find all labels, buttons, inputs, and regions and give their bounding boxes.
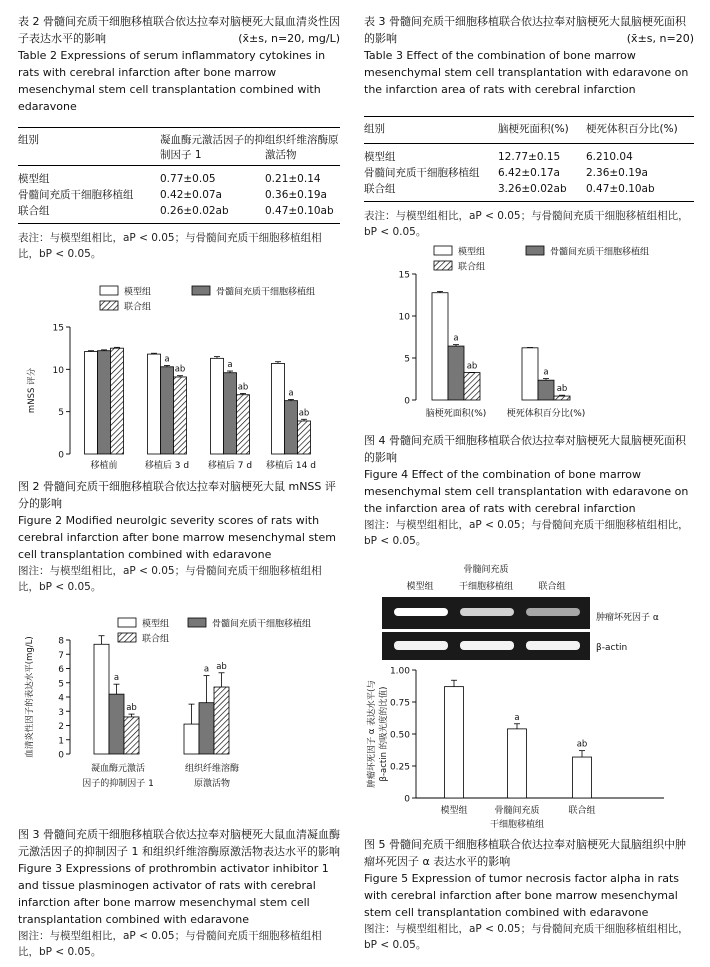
table-cell: 0.47±0.10ab (265, 205, 334, 217)
fig5-tick-label: 0.75 (389, 698, 410, 709)
fig5-blot-label-bmsc-2: 干细胞移植组 (458, 582, 514, 592)
fig2-plot (26, 324, 316, 471)
fig2-category-label: 移植后 3 d (144, 461, 190, 470)
fig3-legend-swatch-0 (118, 618, 136, 627)
fig2-legend-swatch-2 (100, 301, 118, 310)
fig5-cap-cn: 图 5 骨髓间充质干细胞移植联合依达拉奉对脑梗死大鼠脑组织中肿瘤坏死因子 α 表达水平的影响 (364, 838, 686, 868)
fig2-category-label: 移植前 (90, 461, 118, 470)
fig3-legend-label-1: 骨髓间充质干细胞移植组 (212, 619, 312, 630)
fig4-chart (364, 240, 694, 428)
fig3-category-label-2b: 原激活物 (193, 779, 231, 789)
fig4-legend-swatch-2 (434, 261, 452, 270)
fig4-sig-mark: a (543, 367, 549, 378)
fig5-western-blot (382, 563, 659, 660)
fig4-legend-label-1: 骨髓间充质干细胞移植组 (550, 247, 650, 258)
fig3-bar (199, 703, 214, 754)
fig3-legend-label-2: 联合组 (142, 634, 170, 645)
fig3-sig-mark: a (203, 664, 210, 675)
fig2-legend (100, 286, 315, 313)
fig3-legend-swatch-2 (118, 633, 136, 642)
fig4-tick-label: 5 (404, 354, 410, 365)
fig5-tick-label: 0.25 (389, 762, 410, 773)
fig5-band-tnf (526, 608, 580, 616)
table-cell: 骨髓间充质干细胞移植组 (364, 167, 480, 179)
fig5-band-label-tnf: 肿瘤坏死因子 α (596, 613, 659, 623)
fig4-legend-label-0: 模型组 (458, 247, 486, 258)
fig3-bar (94, 644, 109, 754)
fig3-bar (214, 687, 229, 754)
fig3-category-label-1a: 凝血酶元激活 (90, 764, 146, 774)
fig2-category-label: 移植后 14 d (266, 461, 316, 470)
table3-note: 表注：与模型组相比，aP < 0.05；与骨髓间充质干细胞移植组相比，bP < 0.05。 (364, 210, 689, 238)
fig5-category-label: 骨髓间充质 (494, 806, 540, 816)
fig3-tick-label: 8 (58, 636, 64, 647)
fig4-legend (434, 246, 649, 273)
fig2-bar (211, 358, 224, 454)
table3-caption (364, 13, 694, 98)
table3-header-area: 脑梗死面积(%) (498, 123, 569, 135)
fig2-bar (148, 354, 161, 454)
table-cell: 0.36±0.19a (265, 189, 327, 201)
table-cell: 模型组 (18, 173, 50, 185)
fig2-sig-mark: ab (298, 408, 310, 419)
fig2-tick-label: 5 (58, 408, 64, 419)
fig2-legend-label-2: 联合组 (124, 302, 152, 313)
fig3-legend-swatch-1 (188, 618, 206, 627)
fig5-blot-label-combo: 联合组 (538, 582, 566, 592)
fig2-bar (272, 363, 285, 454)
fig2-bar (237, 395, 250, 454)
fig4-legend-label-2: 联合组 (458, 262, 486, 273)
fig5-tick-label: 1.00 (389, 666, 410, 677)
fig5-ylabel-1: 肿瘤坏死因子 α 表达水平(与 (367, 680, 377, 788)
fig2-cap-en: Figure 2 Modified neurolgic severity scores of rats with cerebral infarction after bone marrow mesenchymal stem cell transplantation combined with edaravone (18, 514, 336, 561)
fig3-category-label-1b: 因子的抑制因子 1 (82, 779, 154, 789)
table3-header-volume: 梗死体积百分比(%) (586, 123, 678, 135)
fig2-ylabel: mNSS 评分 (27, 367, 37, 414)
fig2-bar (224, 373, 237, 454)
fig4-cap-en: Figure 4 Effect of the combination of bone marrow mesenchymal stem cell transplantation with edaravone on the infarction area of rats with cerebral infarction (364, 468, 689, 515)
table-cell: 骨髓间充质干细胞移植组 (18, 189, 134, 201)
table3 (364, 116, 694, 240)
fig3-tick-label: 0 (58, 750, 64, 761)
fig2-tick-label: 10 (52, 365, 64, 376)
fig5-cap-en: Figure 5 Expression of tumor necrosis factor alpha in rats with cerebral infarction after bone marrow mesenchymal stem cell transplantation combined with edaravone (364, 872, 679, 919)
fig2-sig-mark: a (288, 388, 294, 399)
table3-title-en: Table 3 Effect of the combination of bone marrow mesenchymal stem cell transplantation with edaravone on the infarction area of rats with cerebral infarction (364, 49, 689, 96)
fig5-tick-label: 0.50 (389, 730, 410, 741)
fig4-plot (399, 271, 586, 420)
table2-header-pai1: 凝血酶元激活因子的抑制因子 1 (160, 134, 265, 161)
fig2-bar (285, 401, 298, 454)
fig5-sig-mark: ab (576, 739, 588, 750)
fig2-sig-mark: ab (237, 382, 249, 393)
fig3-cap-en: Figure 3 Expressions of prothrombin activator inhibitor 1 and tissue plasminogen activator of rats with cerebral infarction after bone marrow mesenchymal stem cell transplantation combined with edaravone (18, 862, 329, 926)
fig4-category-label: 脑梗死面积(%) (425, 409, 487, 419)
fig2-chart (18, 280, 340, 470)
fig3-tick-label: 2 (58, 722, 64, 732)
fig5-blot-label-model: 模型组 (406, 582, 434, 592)
fig5-category-label: 模型组 (440, 806, 468, 816)
fig3-tick-label: 6 (58, 665, 64, 675)
fig4-sig-mark: ab (466, 361, 478, 372)
fig2-legend-label-1: 骨髓间充质干细胞移植组 (216, 287, 316, 298)
fig4-bar (522, 348, 538, 400)
fig3-sig-mark: ab (126, 703, 137, 714)
table2-caption (18, 13, 340, 115)
fig3-cap-cn: 图 3 骨髓间充质干细胞移植联合依达拉奉对脑梗死大鼠血清凝血酶元激活因子的抑制因子 1 和组织纤维溶酶原激活物表达水平的影响 (18, 828, 340, 858)
fig3-ylabel: 血清炎性因子的表达水平(mg/L) (25, 636, 35, 758)
fig5-band-actin (526, 641, 580, 650)
fig4-legend-swatch-1 (526, 246, 544, 255)
fig3-tick-label: 4 (58, 693, 64, 704)
fig2-cap-cn: 图 2 骨髓间充质干细胞移植联合依达拉奉对脑梗死大鼠 mNSS 评分的影响 (18, 480, 336, 510)
fig4-tick-label: 0 (404, 396, 410, 407)
fig5-bar (573, 757, 592, 798)
fig5-band-actin (460, 641, 514, 650)
fig2-legend-swatch-0 (100, 286, 118, 295)
table-cell: 0.26±0.02ab (160, 205, 229, 217)
fig5-band-tnf (460, 608, 514, 616)
table-cell: 2.36±0.19a (586, 167, 648, 179)
fig3-sig-mark: ab (216, 661, 227, 672)
fig5-category-label: 联合组 (568, 806, 596, 816)
fig5-tick-label: 0 (404, 794, 410, 805)
fig2-sig-mark: a (227, 360, 233, 371)
fig2-bar (111, 348, 124, 454)
fig3-legend (118, 618, 311, 645)
fig3-plot (24, 636, 239, 789)
fig3-sig-mark: a (113, 673, 120, 684)
table2-note: 表注：与模型组相比，aP < 0.05；与骨髓间充质干细胞移植组相比，bP < 0.05。 (18, 232, 322, 260)
table-cell: 0.42±0.07a (160, 189, 222, 201)
fig3-note: 图注：与模型组相比，aP < 0.05；与骨髓间充质干细胞移植组相比，bP < 0.05。 (18, 930, 322, 958)
table2-title-en: Table 2 Expressions of serum inflammatory cytokines in rats with cerebral infarction after bone marrow mesenchymal stem cell transplantation combined with edaravone (18, 49, 326, 113)
table-cell: 联合组 (364, 183, 396, 195)
fig5-sig-mark: a (514, 712, 520, 723)
table-cell: 0.47±0.10ab (586, 183, 655, 195)
table2-title-cn: 表 2 骨髓间充质干细胞移植联合依达拉奉对脑梗死大鼠血清炎性因子表达水平的影响 (18, 15, 340, 45)
fig2-bar (85, 352, 98, 454)
fig3-category-label-2a: 组织纤维溶酶 (184, 764, 240, 774)
table-cell: 3.26±0.02ab (498, 183, 567, 195)
table-cell: 0.77±0.05 (160, 173, 216, 185)
fig4-caption (364, 432, 694, 549)
fig2-category-label: 移植后 7 d (207, 461, 253, 470)
fig4-legend-swatch-0 (434, 246, 452, 255)
fig3-tick-label: 7 (58, 650, 64, 661)
fig5-bar (508, 729, 527, 798)
fig4-note: 图注：与模型组相比，aP < 0.05；与骨髓间充质干细胞移植组相比，bP < 0.05。 (364, 519, 689, 547)
fig5-ylabel-2: β-actin 的吸光度的比值) (379, 686, 389, 782)
table-cell: 12.77±0.15 (498, 151, 561, 163)
fig4-sig-mark: ab (556, 384, 568, 395)
fig2-tick-label: 0 (58, 450, 64, 461)
fig4-bar (538, 380, 554, 400)
fig2-bar (298, 421, 311, 454)
fig3-legend-label-0: 模型组 (142, 619, 170, 630)
fig5-blot-label-bmsc-1: 骨髓间充质 (463, 565, 509, 575)
fig2-bar (98, 351, 111, 454)
fig4-bar (448, 346, 464, 400)
fig4-cap-cn: 图 4 骨髓间充质干细胞移植联合依达拉奉对脑梗死大鼠脑梗死面积的影响 (364, 434, 686, 464)
fig2-tick-label: 15 (52, 323, 64, 334)
fig3-caption (18, 826, 340, 960)
table-cell: 联合组 (18, 205, 50, 217)
fig4-bar (464, 373, 480, 400)
fig4-tick-label: 15 (398, 270, 410, 281)
fig5-band-label-actin: β-actin (596, 643, 628, 653)
fig3-tick-label: 1 (58, 736, 64, 747)
table2-header-group: 组别 (18, 134, 39, 146)
table2-stat: (x̄±s, n=20, mg/L) (238, 32, 340, 45)
fig3-bar (124, 717, 139, 754)
fig4-bar (432, 293, 448, 400)
fig3-chart (18, 612, 340, 822)
fig5-figure (364, 562, 694, 832)
fig2-sig-mark: ab (174, 364, 186, 375)
fig3-bar (184, 724, 199, 754)
table-cell: 0.21±0.14 (265, 173, 321, 185)
fig4-sig-mark: a (453, 333, 459, 344)
fig2-sig-mark: a (164, 354, 170, 365)
fig5-band-tnf (394, 608, 448, 616)
table3-stat: (x̄±s, n=20) (626, 32, 694, 45)
table3-title-cn: 表 3 骨髓间充质干细胞移植联合依达拉奉对脑梗死大鼠脑梗死面积的影响 (364, 15, 686, 45)
fig5-band-actin (394, 641, 448, 650)
fig2-bar (161, 367, 174, 454)
fig3-tick-label: 3 (58, 707, 64, 718)
table2 (18, 127, 340, 262)
fig5-note: 图注：与模型组相比，aP < 0.05；与骨髓间充质干细胞移植组相比，bP < 0.05。 (364, 923, 689, 951)
fig5-bar (445, 687, 464, 798)
fig3-bar (109, 694, 124, 754)
fig4-category-label: 梗死体积百分比(%) (506, 409, 586, 419)
fig2-legend-label-0: 模型组 (124, 287, 152, 298)
fig5-plot (366, 667, 664, 831)
fig5-category-label: 干细胞移植组 (489, 820, 545, 830)
fig4-tick-label: 10 (398, 312, 410, 323)
table-cell: 6.210.04 (586, 151, 633, 163)
fig4-bar (554, 396, 570, 400)
table2-header-tpa: 组织纤维溶酶原激活物 (265, 134, 339, 161)
fig5-caption (364, 836, 694, 953)
table-cell: 模型组 (364, 151, 396, 163)
table-cell: 6.42±0.17a (498, 167, 560, 179)
fig2-legend-swatch-1 (192, 286, 210, 295)
fig2-caption (18, 478, 340, 595)
fig2-note: 图注：与模型组相比，aP < 0.05；与骨髓间充质干细胞移植组相比，bP < 0.05。 (18, 565, 322, 593)
table3-header-group: 组别 (364, 123, 385, 135)
fig2-bar (174, 377, 187, 454)
fig3-tick-label: 5 (58, 679, 64, 690)
